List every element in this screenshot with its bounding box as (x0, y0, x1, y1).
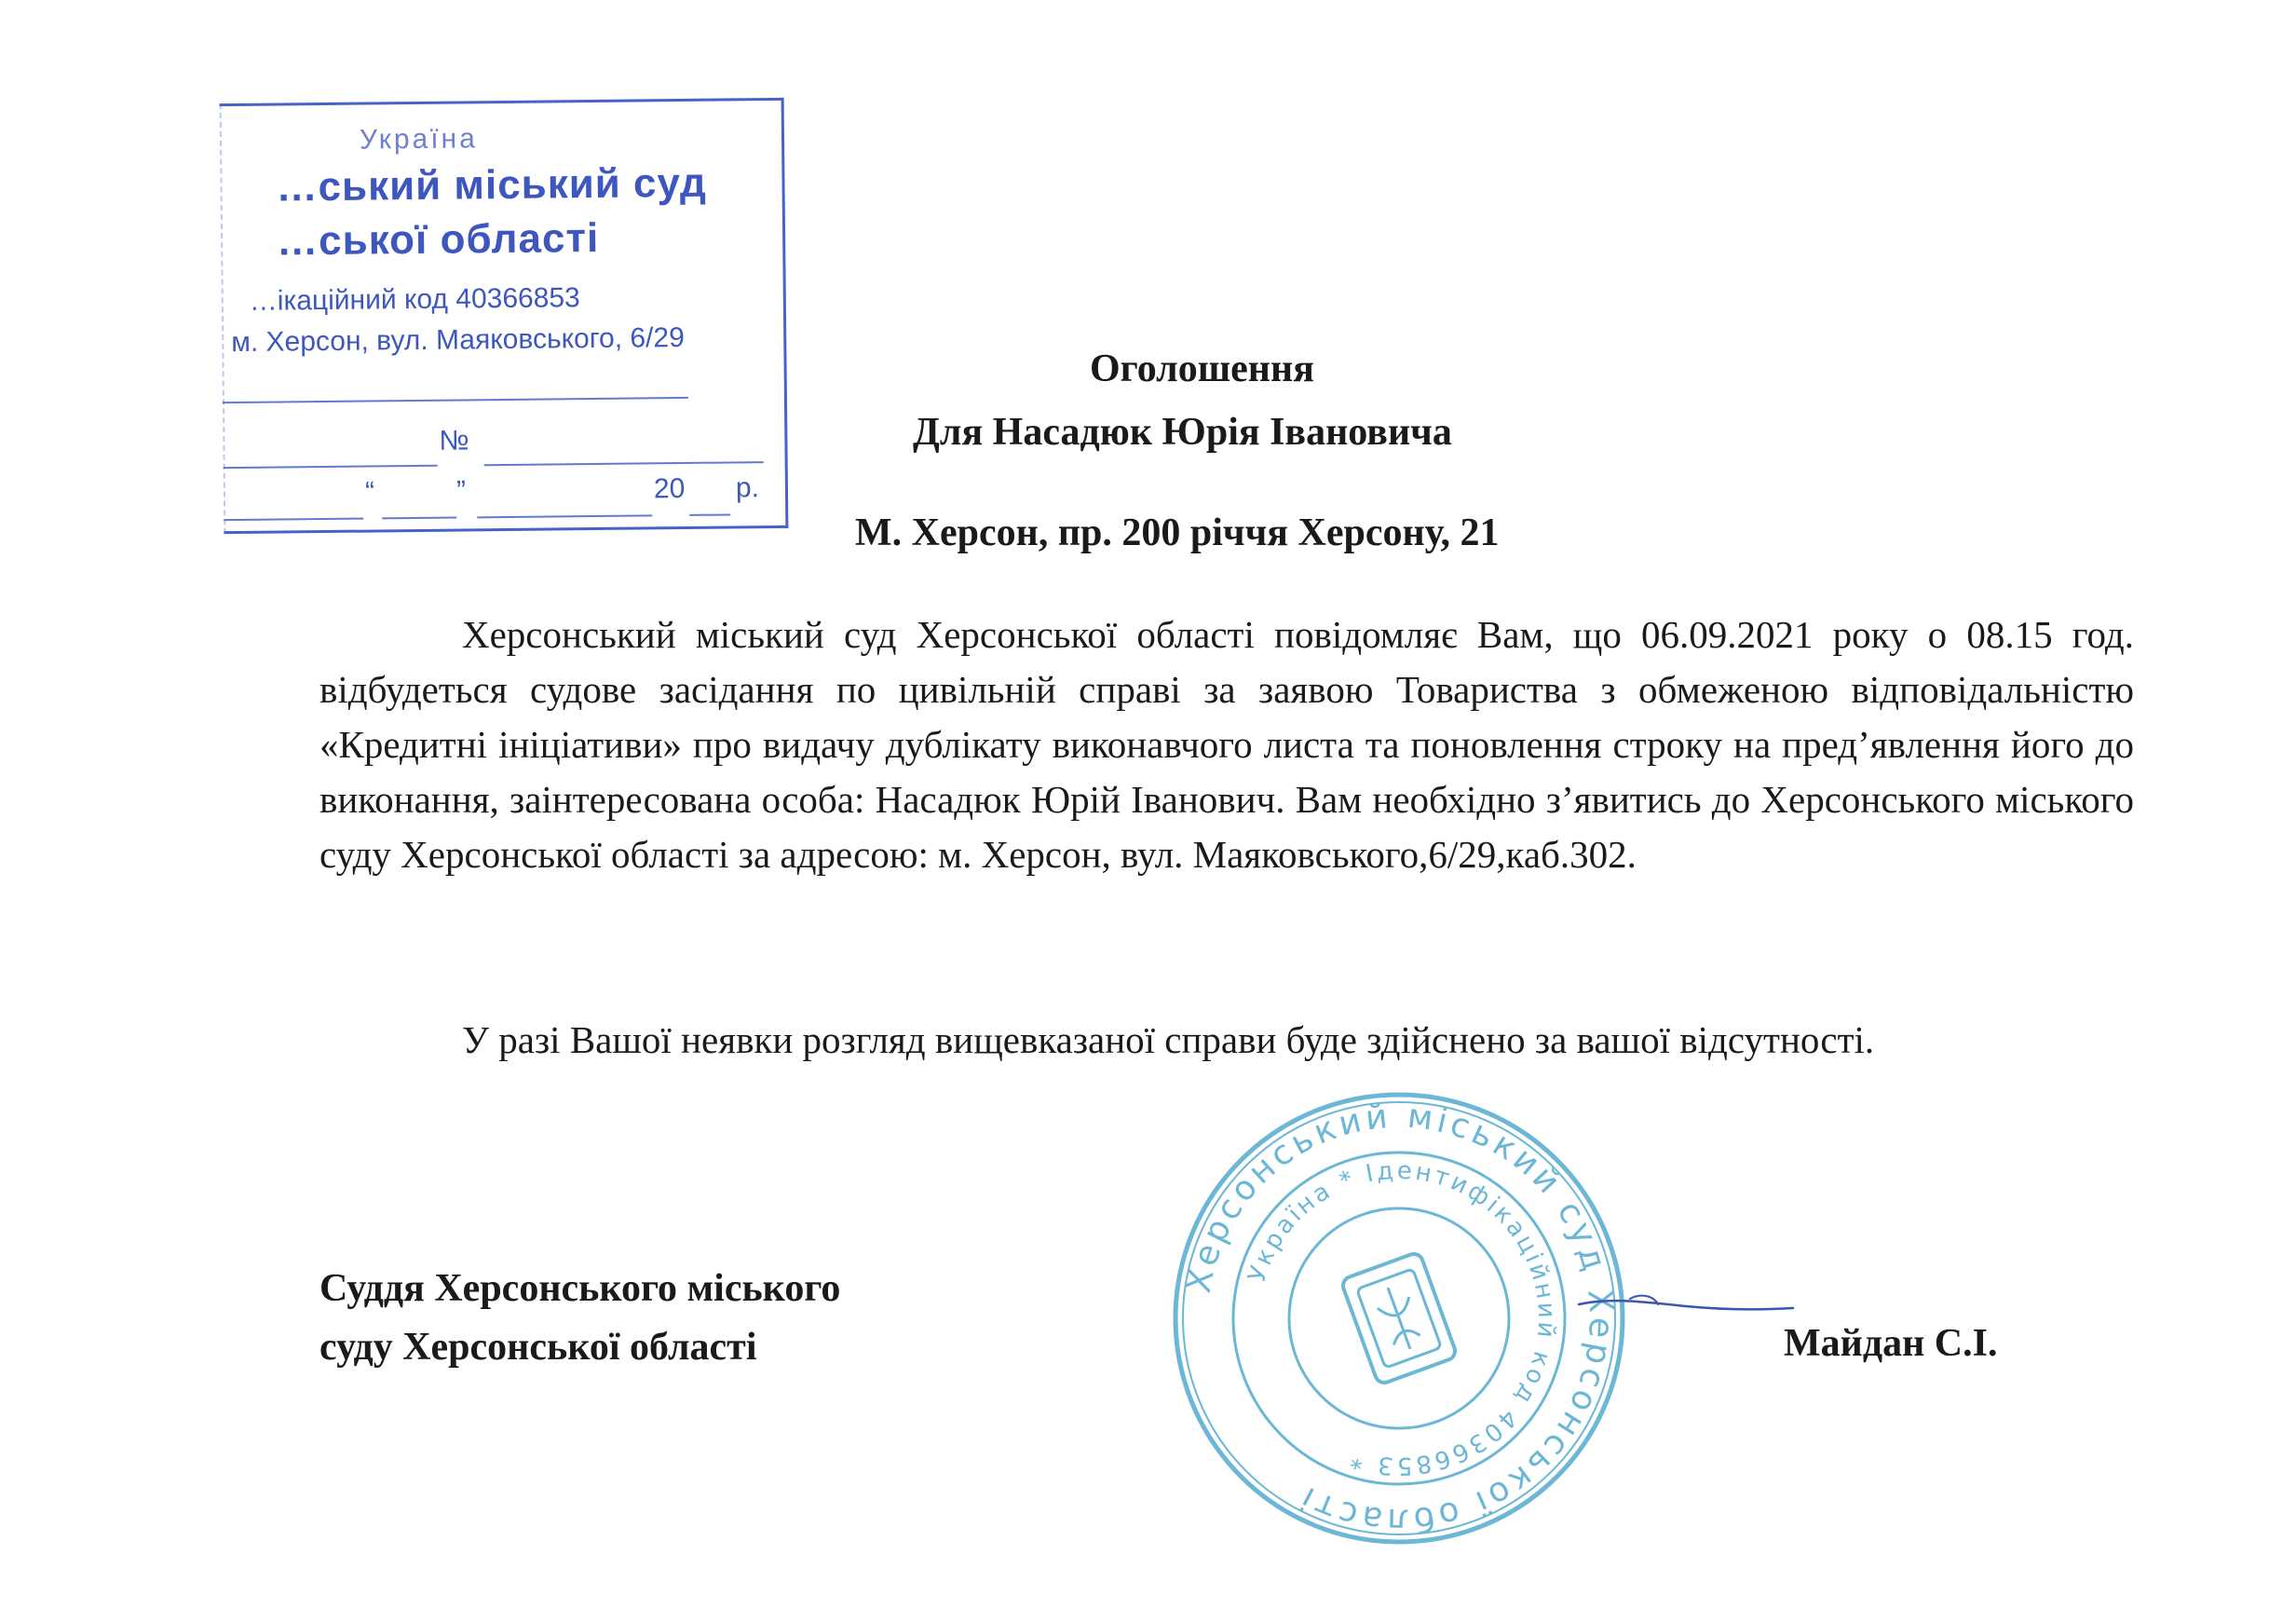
court-seal-image (1166, 1085, 1632, 1551)
stamp-blank-line (224, 518, 363, 522)
stamp-frame-left (220, 103, 226, 534)
stamp-blank-line (382, 517, 456, 520)
stamp-quote-open: “ (364, 476, 375, 508)
seal-inner-text: Україна * Ідентифікаційний код 40366853 * (1243, 1156, 1561, 1480)
stamp-blank-line (477, 514, 652, 518)
stamp-id-code: …ікаційний код 40366853 (249, 282, 580, 317)
judge-title-line: Суддя Херсонського міського (319, 1267, 841, 1310)
recipient-address: М. Херсон, пр. 200 річчя Херсону, 21 (855, 511, 1500, 554)
stamp-blank-line (689, 513, 730, 515)
stamp-blank-line (484, 461, 764, 466)
stamp-quote-close: ” (455, 475, 467, 507)
recipient-line: Для Насадюк Юрія Івановича (913, 411, 1452, 454)
seal-outer-text: Херсонський міський суд Херсонської області (1179, 1097, 1621, 1540)
stamp-court-name: …ський міський суд (276, 159, 708, 211)
stamp-address: м. Херсон, вул. Маяковського, 6/29 (231, 321, 685, 359)
stamp-frame-right (781, 98, 789, 528)
corner-registration-stamp (220, 98, 789, 534)
stamp-blank-line (224, 465, 438, 469)
handwritten-signature (1574, 1276, 1798, 1332)
document-title: Оголошення (1090, 348, 1314, 390)
stamp-frame-bottom (224, 525, 788, 534)
stamp-frame-top (220, 98, 784, 106)
stamp-blank-line (223, 397, 688, 403)
stamp-year-suffix: р. (735, 472, 760, 504)
judge-title (319, 1260, 840, 1377)
stamp-year-label: 20 (653, 472, 686, 505)
stamp-country: Україна (359, 123, 478, 156)
stamp-number-label: № (439, 425, 469, 457)
judge-name: Майдан С.І. (1784, 1322, 1998, 1365)
absence-paragraph: У разі Вашої неявки розгляд вищевказаної справи буде здійснено за вашої відсутності. (462, 1018, 1875, 1061)
judge-title-line: суду Херсонської області (319, 1326, 757, 1369)
seal-emblem (1340, 1251, 1458, 1385)
stamp-court-region: …ської області (276, 214, 600, 265)
notice-paragraph: Херсонський міський суд Херсонської області повідомляє Вам, що 06.09.2021 року о 08.15 год. відбудеться судове засідання по цивільній справі за заявою Товариства з обмеженою відповідальністю «Кредитні ініціативи» про видачу дублікату виконавчого листа та поновлення строку на пред’явлення його до виконання, заінтересована особа: Насадюк Юрій Іванович. Вам необхідно з’явитись до Херсонського міського суду Херсонської області за адресою: м. Херсон, вул. Маяковського,6/29,каб.302. (319, 613, 2134, 876)
